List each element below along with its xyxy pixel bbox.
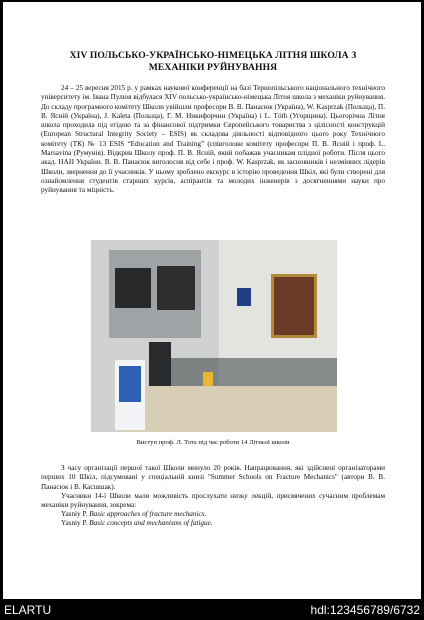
article-paragraph-1: 24 – 25 вересня 2015 р. у рамках наукової конференції на базі Тернопільського національного технічного університету ім. Івана Пулюя відбулася XIV польсько-українсько-німецька Літня школа з механіки руйнування. До складу програмного комітету Школи увійшли професори В. В. Панасюк (Україна), W. Kasprzak (Польща), П. В. Ясній (Україна), J. Kaleta (Польща), Г. М. Никифорчин (Україна) і L. Tóth (Угорщина). Цьогорічна Літня школа проходила під егідою та за фінансової підтримки Європейського товариства з цілісності конструкцій (European Structural Integrity Society – ESIS) як складова діяльності відповідного цього року Технічного комітету (ТК) № 13 ESIS “Education and Training” (співголови комітету професори П. В. Ясній і проф. L. Marsavina (Румунія). Відкрив Школу проф. П. В. Ясній, який побажав учасникам плідної роботи. Після цього акад. НАН України. В. В. Панасюк виголосив від себе і проф. W. Kasprzak, як засновників і незмінних лідерів Школи, звернення до її учасників. У ньому зроблено екскурс в історію проведення Шкіл, які були створені для ознайомлення студентів старших курсів, аспірантів та молодих інженерів з досягненнями науки про руйнування та міцність. [41,84,385,195]
lecture-list [61,510,385,529]
lecture-item [61,510,385,519]
repository-footer [0,600,424,620]
lecture-item [61,519,385,528]
lecture-title: Basic concepts and mechanisms of fatigue. [89,519,213,528]
presidium-people [151,358,337,388]
speaker-figure [149,342,171,386]
portrait-painting [271,274,317,338]
document-page [3,2,421,599]
article-paragraph-3: Учасники 14-ї Школи мали можливість прослухати низку лекцій, присвячених сучасним проблемам механіки руйнування, зокрема: [41,492,385,510]
presidium-table [119,386,337,432]
flag [203,372,213,386]
esis-logo-icon [119,366,141,402]
article-title: XIV ПОЛЬСЬКО-УКРАЇНСЬКО-НІМЕЦЬКА ЛІТНЯ ШКОЛА З МЕХАНІКИ РУЙНУВАННЯ [69,50,357,73]
coat-of-arms-icon [237,288,251,306]
article-paragraph-2: З часу організації першої такої Школи минуло 20 років. Напрацювання, які здійснені організаторами перших 10 Шкіл, підсумовані у спеціальній книзі "Summer Schools on Fracture Mechanics" (автори В. В. Панасюк і В. Касшшак). [41,464,385,491]
esis-banner [115,360,145,430]
lecture-author: Yasniy P. [61,510,88,518]
conference-photo [91,240,337,432]
screen-image-right [157,266,195,310]
handle-identifier: hdl:123456789/6732 [310,603,420,617]
photo-caption: Виступ проф. Л. Тота під час роботи 14 Літньої школи [136,439,290,446]
lecture-author: Yasniy P. [61,519,88,528]
lecture-title: Basic approaches of fracture mechanics. [89,510,207,518]
repository-name: ELARTU [4,603,52,617]
projector-screen [109,250,201,338]
screen-image-left [115,268,151,308]
